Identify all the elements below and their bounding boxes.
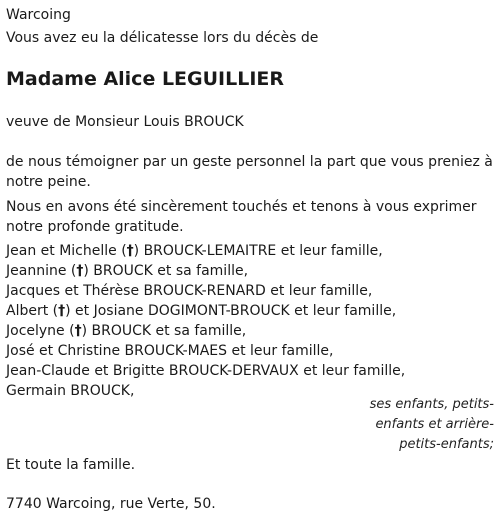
message-paragraph-1: de nous témoigner par un geste personnel la part que vous preniez à notre peine.	[6, 154, 493, 190]
family-member: José et Christine BROUCK-MAES et leur famille,	[6, 343, 334, 359]
relation-note	[364, 395, 494, 455]
family-member: Jean-Claude et Brigitte BROUCK-DERVAUX et leur famille,	[6, 363, 406, 379]
family-member: Jeannine (†) BROUCK et sa famille,	[6, 263, 249, 279]
family-member: Jocelyne (†) BROUCK et sa famille,	[6, 323, 247, 339]
address: 7740 Warcoing, rue Verte, 50.	[6, 496, 216, 512]
family-member: Germain BROUCK,	[6, 383, 135, 399]
cross-icon: †	[58, 303, 66, 319]
family-member: Albert (†) et Josiane DOGIMONT-BROUCK et leur famille,	[6, 303, 397, 319]
family-list	[6, 241, 405, 401]
closing-text: Et toute la famille.	[6, 457, 136, 473]
widow-of-text: veuve de Monsieur Louis BROUCK	[6, 114, 244, 130]
cross-icon: †	[76, 263, 84, 279]
family-member: Jacques et Thérèse BROUCK-RENARD et leur famille,	[6, 283, 373, 299]
cross-icon: †	[74, 323, 82, 339]
intro-text: Vous avez eu la délicatesse lors du décès de	[6, 30, 319, 46]
relation-line: ses enfants, petits-	[369, 397, 494, 412]
message-paragraph-2: Nous en avons été sincèrement touchés et tenons à vous exprimer notre profonde gratitude.	[6, 199, 477, 235]
relation-line: enfants et arrière-	[375, 417, 494, 432]
cross-icon: †	[126, 243, 134, 259]
family-member: Jean et Michelle (†) BROUCK-LEMAITRE et leur famille,	[6, 243, 383, 259]
deceased-name: Madame Alice LEGUILLIER	[6, 68, 285, 90]
locality: Warcoing	[6, 7, 71, 23]
relation-line: petits-enfants;	[399, 437, 494, 452]
